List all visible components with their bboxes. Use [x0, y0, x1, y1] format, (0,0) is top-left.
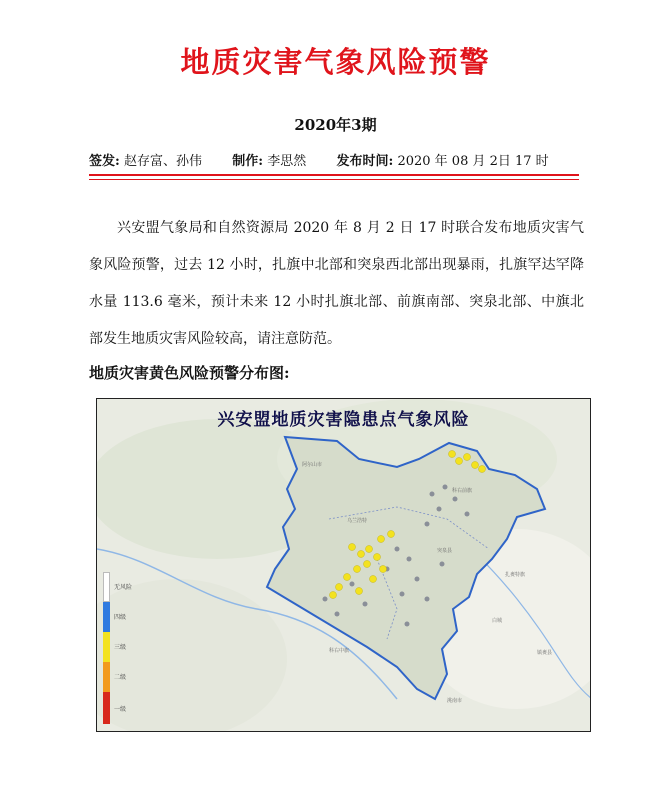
author-label: 制作:: [232, 154, 264, 169]
legend-label: 四级: [114, 614, 127, 621]
header-divider-thin: [89, 179, 579, 180]
meta-line: [89, 150, 589, 169]
map-legend: [103, 572, 181, 724]
place-label: 乌兰浩特: [347, 518, 368, 524]
legend-label: 一级: [114, 706, 127, 713]
place-label: 阿尔山市: [302, 462, 323, 468]
legend-swatch: [103, 602, 110, 632]
time-value: 2020 年 08 月 2日 17 时: [397, 154, 549, 169]
map-heading: 地质灾害黄色风险预警分布图:: [89, 364, 290, 382]
place-label: 科右前旗: [452, 488, 473, 494]
issue-number: 2020年3期: [294, 116, 377, 134]
legend-swatch: [103, 572, 110, 602]
legend-label: 二级: [114, 674, 127, 681]
legend-label: 三级: [114, 644, 127, 651]
header-divider: [89, 174, 579, 176]
legend-label: 无风险: [114, 584, 133, 591]
warning-paragraph: 兴安盟气象局和自然资源局 2020 年 8 月 2 日 17 时联合发布地质灾害气象风险预警，过去 12 小时，扎旗中北部和突泉西北部出现暴雨，扎旗罕达罕降水量 113.6 毫米，预计未来 12 小时扎旗北部、前旗南部、突泉北部、中旗北部发生地质灾害风险较高，请注意防范。: [89, 220, 584, 347]
place-label: 科右中旗: [329, 648, 350, 654]
signer-label: 签发:: [89, 154, 120, 169]
signer-value: 赵存富、孙伟: [123, 154, 202, 169]
legend-swatch: [103, 662, 110, 692]
place-label: 白城: [492, 618, 503, 624]
map-title: 兴安盟地质灾害隐患点气象风险: [217, 410, 470, 430]
place-label: 洮南市: [447, 698, 463, 704]
place-label: 扎赉特旗: [505, 572, 526, 578]
risk-map: [96, 398, 591, 732]
place-label: 镇赉县: [537, 650, 553, 656]
legend-swatch: [103, 632, 110, 662]
time-label: 发布时间:: [336, 154, 394, 169]
legend-swatch: [103, 692, 110, 724]
place-label: 突泉县: [437, 548, 453, 554]
author-value: 李思然: [267, 154, 307, 169]
page-title: 地质灾害气象风险预警: [180, 45, 491, 79]
